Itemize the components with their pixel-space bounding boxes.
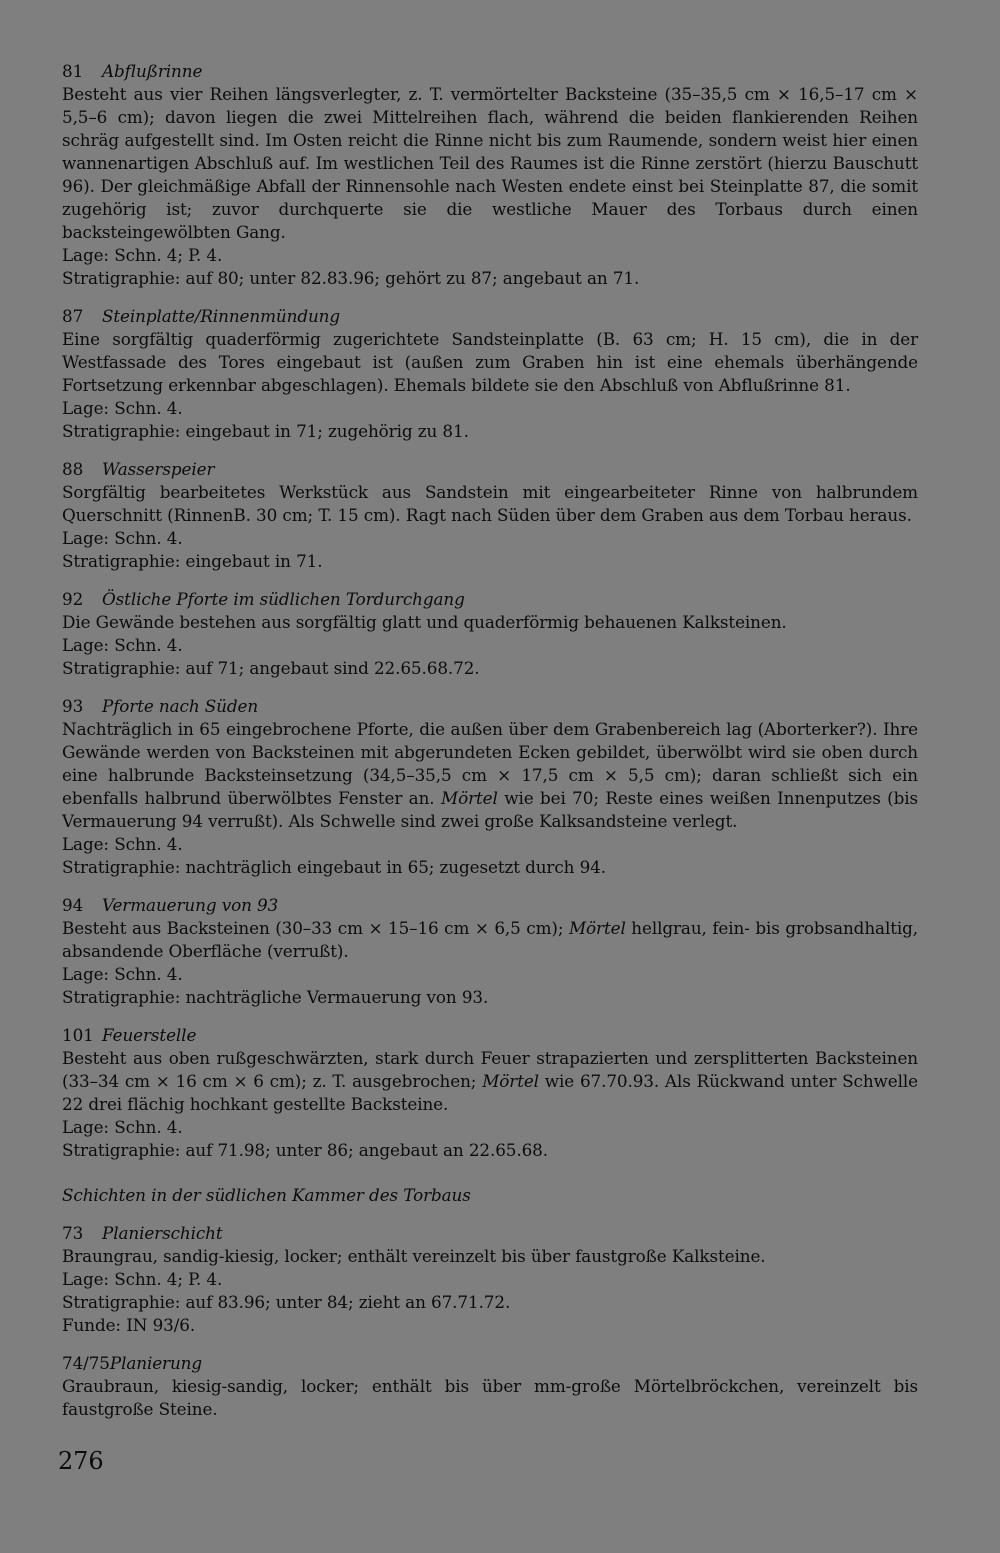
entry-number: 73 bbox=[62, 1223, 84, 1243]
entry-number: 101 bbox=[62, 1025, 94, 1045]
entry-stratigraphy: Stratigraphie: nachträgliche Vermauerung von 93. bbox=[62, 987, 489, 1007]
entry-74-75 bbox=[62, 1352, 918, 1421]
entry-title: Wasserspeier bbox=[102, 459, 215, 479]
entry-location: Lage: Schn. 4. bbox=[62, 834, 183, 854]
entry-description: Graubraun, kiesig-sandig, locker; enthält bis über mm-große Mörtelbröckchen, vereinzelt bis faustgroße Steine. bbox=[62, 1376, 918, 1419]
entry-description: Eine sorgfältig quaderförmig zugerichtete Sandsteinplatte (B. 63 cm; H. 15 cm), die in der Westfassade des Tores eingebaut ist (außen zum Graben hin ist eine ehemals überhängende Fortsetzung erkennbar abgeschlagen). Ehemals bildete sie den Abschluß von Abflußrinne 81. bbox=[62, 329, 918, 395]
description-text: hellgrau, fein- bis grobsandhaltig, absandende Oberfläche (verrußt). bbox=[62, 918, 918, 961]
entry-location: Lage: Schn. 4. bbox=[62, 528, 183, 548]
entry-description: Braungrau, sandig-kiesig, locker; enthält vereinzelt bis über faustgroße Kalksteine. bbox=[62, 1246, 766, 1266]
entry-description: Die Gewände bestehen aus sorgfältig glatt und quaderförmig behauenen Kalksteinen. bbox=[62, 612, 787, 632]
entry-stratigraphy: Stratigraphie: auf 71.98; unter 86; angebaut an 22.65.68. bbox=[62, 1140, 548, 1160]
entry-location: Lage: Schn. 4; P. 4. bbox=[62, 245, 223, 265]
entry-87 bbox=[62, 305, 918, 443]
entry-number: 81 bbox=[62, 61, 84, 81]
entry-92 bbox=[62, 588, 918, 680]
entry-81 bbox=[62, 60, 918, 290]
entry-location: Lage: Schn. 4; P. 4. bbox=[62, 1269, 223, 1289]
entry-location: Lage: Schn. 4. bbox=[62, 1117, 183, 1137]
entry-heading bbox=[62, 305, 918, 328]
entry-title: Östliche Pforte im südlichen Tordurchgang bbox=[102, 589, 465, 609]
entry-title: Feuerstelle bbox=[102, 1025, 197, 1045]
description-text: wie 67.70.93. Als Rückwand unter Schwelle 22 drei flächig hochkant gestellte Backsteine. bbox=[62, 1071, 919, 1114]
entry-heading bbox=[62, 695, 918, 718]
entry-location: Lage: Schn. 4. bbox=[62, 398, 183, 418]
entry-heading bbox=[62, 588, 918, 611]
page-number: 276 bbox=[58, 1447, 104, 1475]
entry-title: Pforte nach Süden bbox=[102, 696, 259, 716]
entry-heading bbox=[62, 1352, 918, 1375]
entry-description bbox=[62, 917, 918, 963]
entry-number: 87 bbox=[62, 306, 84, 326]
material-term: Mörtel bbox=[440, 788, 498, 808]
entry-number: 93 bbox=[62, 696, 84, 716]
entry-title: Abflußrinne bbox=[102, 61, 203, 81]
description-text: Besteht aus oben rußgeschwärzten, stark durch Feuer strapazierten und zersplitterten Backsteinen (33–34 cm × 16 cm × 6 cm); z. T. ausgebrochen; bbox=[62, 1048, 918, 1091]
entry-finds: Funde: IN 93/6. bbox=[62, 1315, 196, 1335]
material-term: Mörtel bbox=[482, 1071, 539, 1091]
entry-stratigraphy: Stratigraphie: eingebaut in 71; zugehörig zu 81. bbox=[62, 421, 469, 441]
entry-stratigraphy: Stratigraphie: auf 71; angebaut sind 22.65.68.72. bbox=[62, 658, 480, 678]
entry-stratigraphy: Stratigraphie: auf 80; unter 82.83.96; gehört zu 87; angebaut an 71. bbox=[62, 268, 640, 288]
entry-title: Planierung bbox=[109, 1353, 203, 1373]
entry-description bbox=[62, 1047, 918, 1116]
entry-heading bbox=[62, 458, 918, 481]
description-text: Besteht aus Backsteinen (30–33 cm × 15–16 cm × 6,5 cm); bbox=[62, 918, 564, 938]
entry-title: Vermauerung von 93 bbox=[102, 895, 279, 915]
entry-94 bbox=[62, 894, 918, 1009]
entry-heading bbox=[62, 60, 918, 83]
entry-description: Sorgfältig bearbeitetes Werkstück aus Sandstein mit eingearbeiteter Rinne von halbrundem Querschnitt (RinnenB. 30 cm; T. 15 cm). Ragt nach Süden über dem Graben aus dem Torbau heraus. bbox=[62, 482, 918, 525]
entry-heading bbox=[62, 1024, 918, 1047]
section-heading: Schichten in der südlichen Kammer des Torbaus bbox=[62, 1185, 471, 1205]
entry-93 bbox=[62, 695, 918, 879]
entry-number: 94 bbox=[62, 895, 84, 915]
entry-description: Besteht aus vier Reihen längsverlegter, z. T. vermörtelter Backsteine (35–35,5 cm × 16,5–17 cm × 5,5–6 cm); davon liegen die zwei Mittelreihen flach, während die beiden flankierenden Reihen schräg aufgestellt sind. Im Osten reicht die Rinne nicht bis zum Raumende, sondern weist hier einen wannenartigen Abschluß auf. Im westlichen Teil des Raumes ist die Rinne zerstört (hierzu Bauschutt 96). Der gleichmäßige Abfall der Rinnensohle nach Westen endete einst bei Steinplatte 87, die somit zugehörig ist; zuvor durchquerte sie die westliche Mauer des Torbaus durch einen backsteingewölbten Gang. bbox=[62, 84, 918, 242]
entry-title: Steinplatte/Rinnenmündung bbox=[102, 306, 341, 326]
material-term: Mörtel bbox=[568, 918, 626, 938]
entry-title: Planierschicht bbox=[102, 1223, 223, 1243]
entry-88 bbox=[62, 458, 918, 573]
entry-101 bbox=[62, 1024, 918, 1162]
entry-stratigraphy: Stratigraphie: auf 83.96; unter 84; zieht an 67.71.72. bbox=[62, 1292, 511, 1312]
entry-heading bbox=[62, 1222, 918, 1245]
entry-location: Lage: Schn. 4. bbox=[62, 635, 183, 655]
entry-stratigraphy: Stratigraphie: eingebaut in 71. bbox=[62, 551, 323, 571]
entry-number: 92 bbox=[62, 589, 84, 609]
entry-stratigraphy: Stratigraphie: nachträglich eingebaut in 65; zugesetzt durch 94. bbox=[62, 857, 606, 877]
entry-heading bbox=[62, 894, 918, 917]
entry-73 bbox=[62, 1222, 918, 1337]
entry-number: 74/75 bbox=[62, 1353, 110, 1373]
description-text: Nachträglich in 65 eingebrochene Pforte, die außen über dem Grabenbereich lag (Aborterker?). Ihre Gewände werden von Backsteinen mit abgerundeten Ecken gebildet, überwölbt wird sie oben durch eine halbrunde Backsteinsetzung (34,5–35,5 cm × 17,5 cm × 5,5 cm); daran schließt sich ein ebenfalls halbrund überwölbtes Fenster an. bbox=[62, 719, 918, 808]
description-text: wie bei 70; Reste eines weißen Innenputzes (bis Vermauerung 94 verrußt). Als Schwelle sind zwei große Kalksandsteine verlegt. bbox=[62, 788, 919, 831]
entry-location: Lage: Schn. 4. bbox=[62, 964, 183, 984]
entry-description bbox=[62, 718, 918, 833]
entry-number: 88 bbox=[62, 459, 84, 479]
